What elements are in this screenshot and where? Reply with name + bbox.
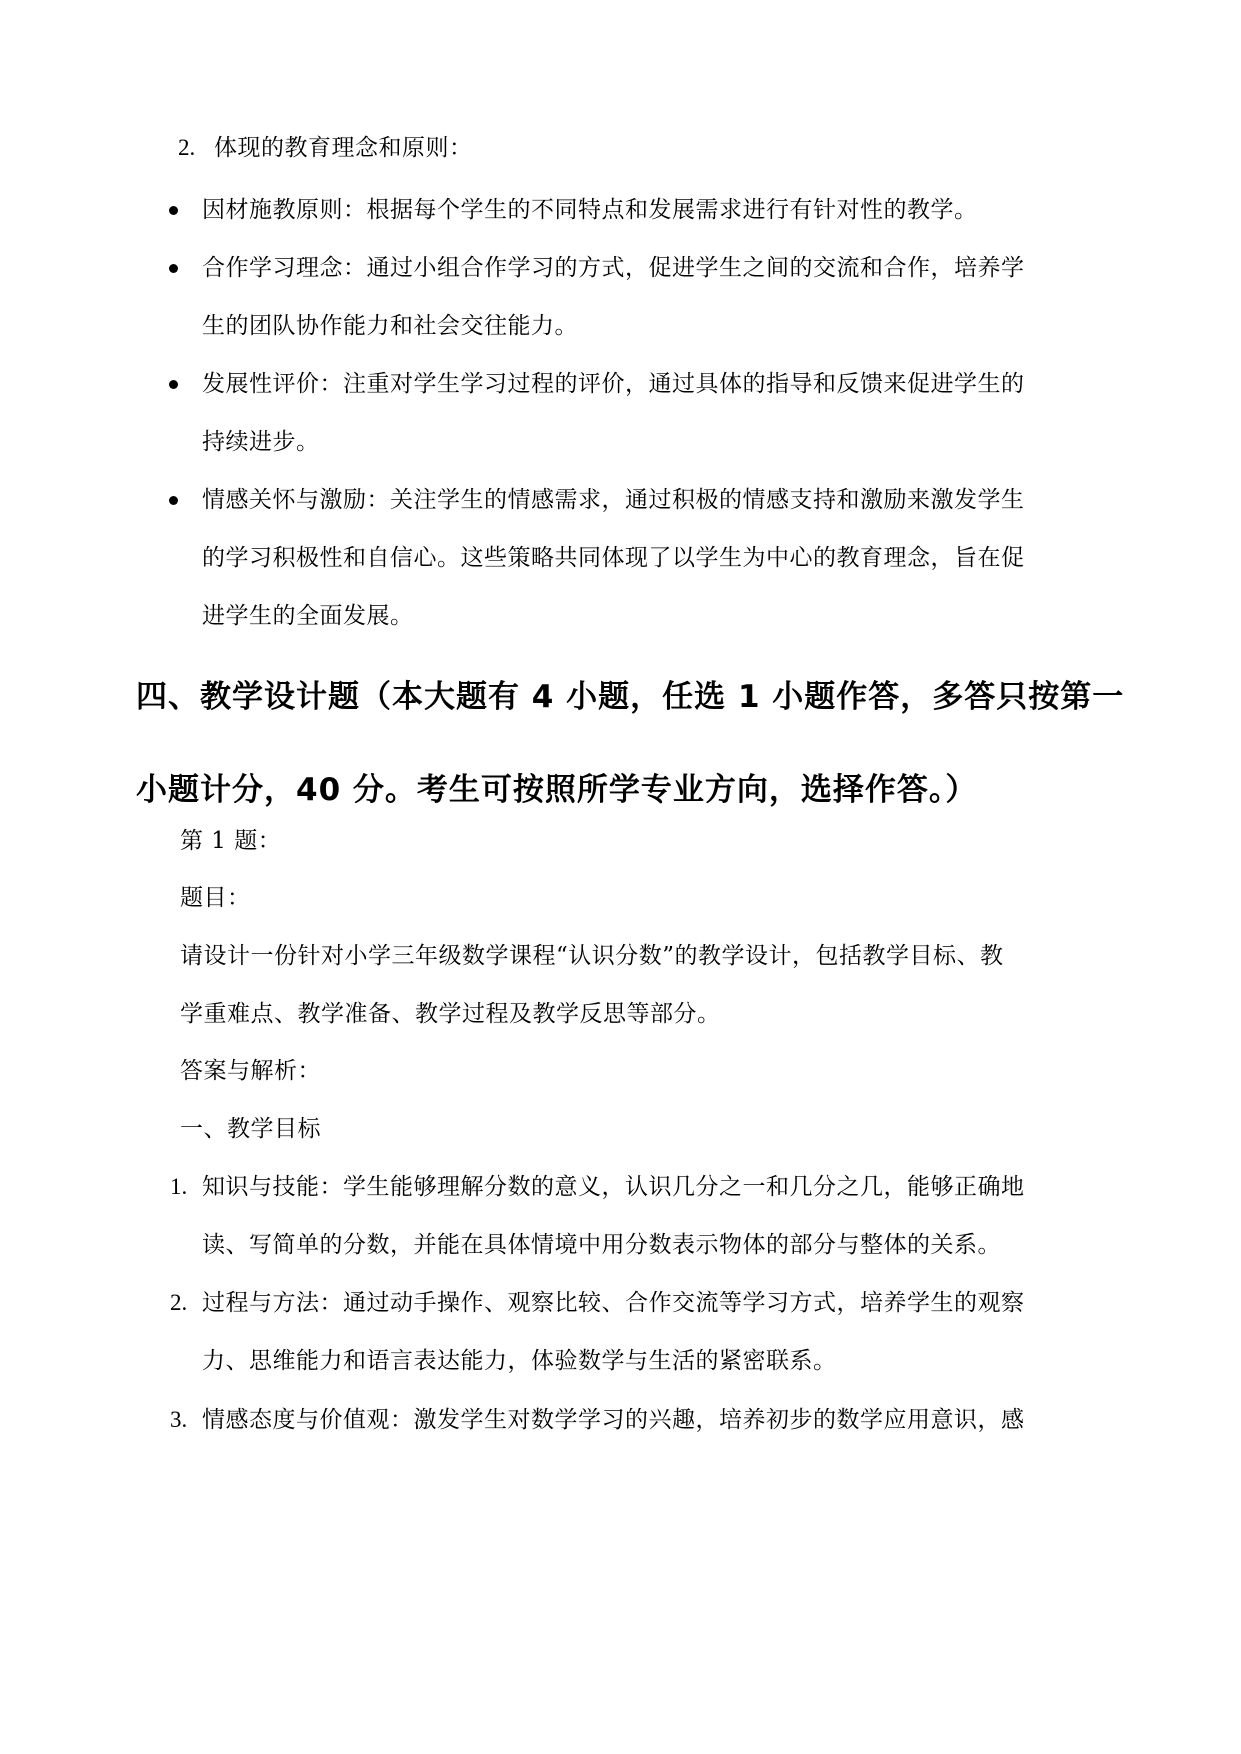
question-title-label: 题目： — [180, 885, 251, 911]
question-number-label: 第 1 题： — [180, 828, 282, 854]
subsection-title: 一、教学目标 — [180, 1116, 321, 1142]
section-heading-line-1: 四、教学设计题（本大题有 4 小题，任选 1 小题作答，多答只按第一 — [136, 679, 1125, 715]
intro-item-number: 2. — [178, 135, 196, 160]
objective-3-number: 3. — [170, 1407, 188, 1432]
bullet-3-line-2: 持续进步。 — [202, 429, 320, 455]
objective-3-line-1: 情感态度与价值观：激发学生对数学学习的兴趣，培养初步的数学应用意识，感 — [202, 1407, 1025, 1433]
objective-1-line-2: 读、写简单的分数，并能在具体情境中用分数表示物体的部分与整体的关系。 — [202, 1232, 1001, 1258]
objective-2-line-2: 力、思维能力和语言表达能力，体验数学与生活的紧密联系。 — [202, 1348, 837, 1374]
bullet-4-line-1: 情感关怀与激励：关注学生的情感需求，通过积极的情感支持和激励来激发学生 — [202, 487, 1025, 513]
bullet-dot — [169, 264, 178, 273]
bullet-1-line-1: 因材施教原则：根据每个学生的不同特点和发展需求进行有针对性的教学。 — [202, 197, 978, 223]
objective-1-line-1: 知识与技能：学生能够理解分数的意义，认识几分之一和几分之几，能够正确地 — [202, 1174, 1025, 1200]
section-heading-line-2: 小题计分，40 分。考生可按照所学专业方向，选择作答。） — [136, 772, 978, 808]
bullet-4-line-3: 进学生的全面发展。 — [202, 603, 414, 629]
objective-1-number: 1. — [170, 1174, 188, 1199]
bullet-2-line-2: 生的团队协作能力和社会交往能力。 — [202, 313, 578, 339]
bullet-3-line-1: 发展性评价：注重对学生学习过程的评价，通过具体的指导和反馈来促进学生的 — [202, 371, 1025, 397]
question-prompt-line-2: 学重难点、教学准备、教学过程及教学反思等部分。 — [180, 1001, 721, 1027]
answer-label: 答案与解析： — [180, 1058, 321, 1084]
intro-item-text: 体现的教育理念和原则： — [214, 135, 473, 161]
bullet-2-line-1: 合作学习理念：通过小组合作学习的方式，促进学生之间的交流和合作，培养学 — [202, 255, 1025, 281]
bullet-4-line-2: 的学习积极性和自信心。这些策略共同体现了以学生为中心的教育理念，旨在促 — [202, 545, 1025, 571]
bullet-dot — [169, 206, 178, 215]
bullet-dot — [169, 496, 178, 505]
question-prompt-line-1: 请设计一份针对小学三年级数学课程“认识分数”的教学设计，包括教学目标、教 — [180, 943, 1004, 969]
objective-2-line-1: 过程与方法：通过动手操作、观察比较、合作交流等学习方式，培养学生的观察 — [202, 1290, 1025, 1316]
objective-2-number: 2. — [170, 1290, 188, 1315]
bullet-dot — [169, 380, 178, 389]
